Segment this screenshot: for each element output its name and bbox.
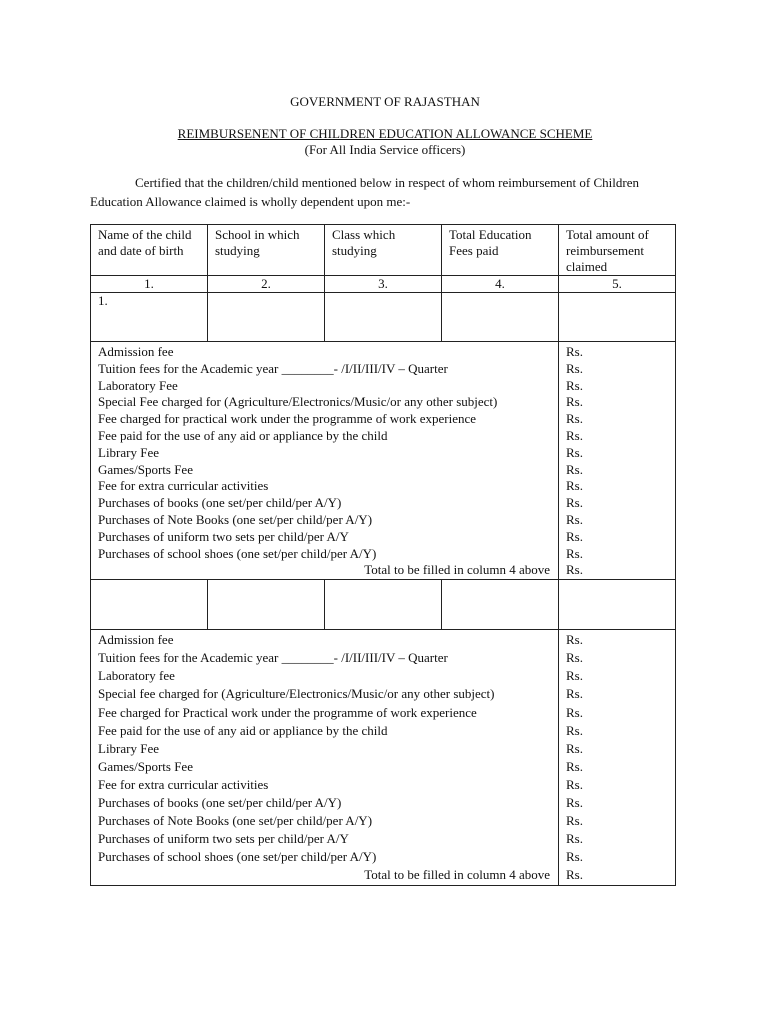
fee-label: Purchases of school shoes (one set/per child/per A/Y) [91,546,559,563]
column-number: 3. [325,276,442,293]
fee-row [91,795,676,813]
fee-row [91,813,676,831]
column-number: 4. [442,276,559,293]
fee-row [91,630,676,651]
total-label: Total to be filled in column 4 above [91,867,559,886]
fee-amount-cell[interactable]: Rs. [559,462,676,479]
fee-amount-cell[interactable]: Rs. [559,831,676,849]
fee-label: Fee for extra curricular activities [91,478,559,495]
fee-amount-cell[interactable]: Rs. [559,849,676,867]
fee-amount-cell[interactable]: Rs. [559,705,676,723]
fee-row [91,546,676,563]
fee-amount-cell[interactable]: Rs. [559,394,676,411]
fee-label: Purchases of uniform two sets per child/per A/Y [91,529,559,546]
fee-row [91,759,676,777]
total-row [91,867,676,886]
reimbursement-table [90,224,676,886]
fee-row [91,428,676,445]
fee-amount-cell[interactable]: Rs. [559,529,676,546]
fee-label: Tuition fees for the Academic year ________- /I/II/III/IV – Quarter [91,361,559,378]
fee-label: Fee charged for Practical work under the programme of work experience [91,705,559,723]
fee-row [91,342,676,361]
fee-amount-cell[interactable]: Rs. [559,668,676,686]
fee-amount-cell[interactable]: Rs. [559,686,676,704]
child-name-cell[interactable]: 1. [91,293,208,342]
child-name-cell[interactable] [91,580,208,630]
fee-row [91,378,676,395]
fee-row [91,741,676,759]
class-cell[interactable] [325,293,442,342]
fee-amount-cell[interactable]: Rs. [559,428,676,445]
fee-label: Purchases of Note Books (one set/per child/per A/Y) [91,813,559,831]
column-header: Name of the child and date of birth [91,225,208,276]
fee-row [91,849,676,867]
fees-paid-cell[interactable] [442,580,559,630]
fee-label: Fee paid for the use of any aid or appliance by the child [91,428,559,445]
fee-label: Purchases of Note Books (one set/per child/per A/Y) [91,512,559,529]
fee-amount-cell[interactable]: Rs. [559,630,676,651]
fee-label: Library Fee [91,741,559,759]
fee-row [91,361,676,378]
fee-label: Library Fee [91,445,559,462]
fee-amount-cell[interactable]: Rs. [559,759,676,777]
fee-label: Admission fee [91,630,559,651]
fee-amount-cell[interactable]: Rs. [559,378,676,395]
fee-label: Special fee charged for (Agriculture/Electronics/Music/or any other subject) [91,686,559,704]
fee-amount-cell[interactable]: Rs. [559,411,676,428]
fee-row [91,668,676,686]
fee-row [91,686,676,704]
fee-amount-cell[interactable]: Rs. [559,795,676,813]
fee-amount-cell[interactable]: Rs. [559,361,676,378]
column-header: School in which studying [208,225,325,276]
class-cell[interactable] [325,580,442,630]
school-cell[interactable] [208,580,325,630]
fee-row [91,705,676,723]
fee-row [91,512,676,529]
fee-row [91,831,676,849]
fee-label: Purchases of books (one set/per child/per A/Y) [91,795,559,813]
fee-row [91,394,676,411]
fee-label: Fee for extra curricular activities [91,777,559,795]
fee-label: Special Fee charged for (Agriculture/Electronics/Music/or any other subject) [91,394,559,411]
amount-claimed-cell[interactable] [559,293,676,342]
fee-row [91,462,676,479]
fee-amount-cell[interactable]: Rs. [559,445,676,462]
fee-row [91,650,676,668]
fee-label: Games/Sports Fee [91,462,559,479]
column-number: 5. [559,276,676,293]
fee-label: Fee charged for practical work under the programme of work experience [91,411,559,428]
scheme-title: REIMBURSENENT OF CHILDREN EDUCATION ALLOWANCE SCHEME [177,126,593,141]
fee-row [91,529,676,546]
fee-label: Purchases of books (one set/per child/per A/Y) [91,495,559,512]
total-amount-cell[interactable]: Rs. [559,867,676,886]
fees-paid-cell[interactable] [442,293,559,342]
fee-amount-cell[interactable]: Rs. [559,478,676,495]
fee-amount-cell[interactable]: Rs. [559,546,676,563]
column-header: Total amount of reimbursement claimed [559,225,676,276]
fee-amount-cell[interactable]: Rs. [559,650,676,668]
fee-row [91,411,676,428]
total-row [91,562,676,579]
fee-label: Purchases of uniform two sets per child/per A/Y [91,831,559,849]
fee-amount-cell[interactable]: Rs. [559,813,676,831]
fee-row [91,445,676,462]
fee-row [91,478,676,495]
child-entry-row [91,580,676,630]
column-header: Class which studying [325,225,442,276]
fee-label: Purchases of school shoes (one set/per child/per A/Y) [91,849,559,867]
column-header: Total Education Fees paid [442,225,559,276]
column-number: 1. [91,276,208,293]
scheme-subtitle: (For All India Service officers) [304,142,466,157]
total-amount-cell[interactable]: Rs. [559,562,676,579]
fee-row [91,777,676,795]
column-number: 2. [208,276,325,293]
fee-row [91,495,676,512]
total-label: Total to be filled in column 4 above [91,562,559,579]
school-cell[interactable] [208,293,325,342]
child-entry-row [91,293,676,342]
fee-amount-cell[interactable]: Rs. [559,741,676,759]
fee-label: Laboratory fee [91,668,559,686]
fee-amount-cell[interactable]: Rs. [559,723,676,741]
fee-row [91,723,676,741]
fee-amount-cell[interactable]: Rs. [559,342,676,361]
government-heading: GOVERNMENT OF RAJASTHAN [290,94,480,109]
fee-amount-cell[interactable]: Rs. [559,495,676,512]
fee-amount-cell[interactable]: Rs. [559,777,676,795]
header-row [91,225,676,276]
fee-label: Tuition fees for the Academic year ________- /I/II/III/IV – Quarter [91,650,559,668]
fee-label: Admission fee [91,342,559,361]
fee-label: Laboratory Fee [91,378,559,395]
fee-label: Games/Sports Fee [91,759,559,777]
amount-claimed-cell[interactable] [559,580,676,630]
fee-label: Fee paid for the use of any aid or appliance by the child [91,723,559,741]
certification-text: Certified that the children/child mentioned below in respect of whom reimbursement of Children Education Allowance claimed is wholly dependent upon me:- [90,175,639,209]
column-number-row [91,276,676,293]
fee-amount-cell[interactable]: Rs. [559,512,676,529]
